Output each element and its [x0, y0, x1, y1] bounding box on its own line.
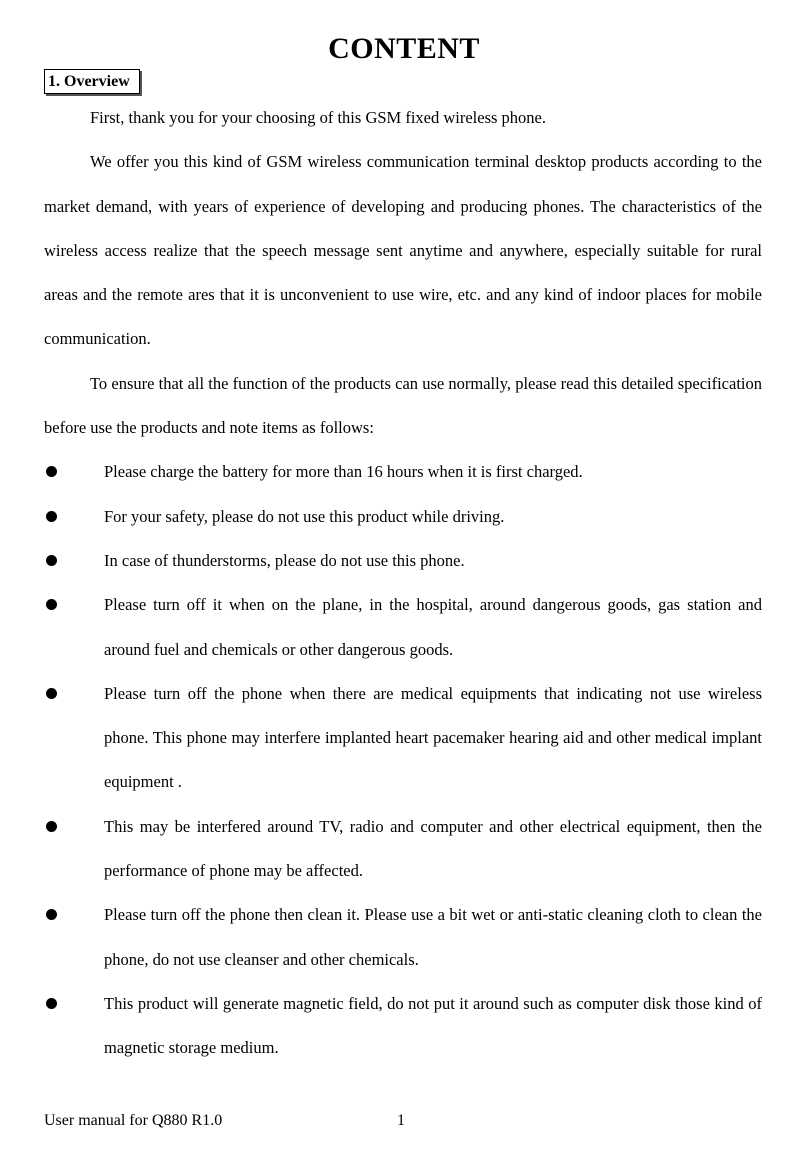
bullet-icon — [46, 511, 57, 522]
list-item-text: For your safety, please do not use this product while driving. — [104, 506, 505, 526]
bullet-icon — [46, 688, 57, 699]
list-item-text: In case of thunderstorms, please do not use this phone. — [104, 550, 465, 570]
paragraph-read-specification: To ensure that all the function of the products can use normally, please read this detailed specification before use the products and note items as follows: — [44, 373, 762, 438]
footer-page-number: 1 — [397, 1112, 405, 1129]
list-item-text: This may be interfered around TV, radio and computer and other electrical equipment, then the performance of phone may be affected. — [104, 816, 762, 881]
list-item — [44, 539, 762, 583]
bullet-icon — [46, 909, 57, 920]
list-item — [44, 982, 762, 1071]
bullet-icon — [46, 599, 57, 610]
paragraph-thanks: First, thank you for your choosing of this GSM fixed wireless phone. — [90, 108, 546, 127]
bullet-icon — [46, 998, 57, 1009]
list-item — [44, 805, 762, 894]
list-item-text: This product will generate magnetic field, do not put it around such as computer disk those kind of magnetic storage medium. — [104, 993, 762, 1058]
overview-body — [44, 96, 762, 1071]
bullet-icon — [46, 555, 57, 566]
list-item-text: Please turn off the phone then clean it. Please use a bit wet or anti-static cleaning cloth to clean the phone, do not use cleanser and other chemicals. — [104, 905, 762, 969]
list-item — [44, 672, 762, 805]
list-item — [44, 495, 762, 539]
bullet-icon — [46, 821, 57, 832]
list-item — [44, 893, 762, 982]
list-item-text: Please charge the battery for more than 16 hours when it is first charged. — [104, 462, 583, 482]
page-title: CONTENT — [328, 32, 480, 65]
bullet-icon — [46, 466, 57, 477]
section-heading-overview: 1. Overview — [44, 69, 140, 94]
list-item — [44, 583, 762, 672]
safety-notes-list — [44, 450, 762, 1070]
footer-manual-label: User manual for Q880 R1.0 — [44, 1112, 223, 1129]
list-item-text: Please turn off it when on the plane, in the hospital, around dangerous goods, gas station and around fuel and chemicals or other dangerous goods. — [104, 595, 762, 659]
paragraph-product-description: We offer you this kind of GSM wireless communication terminal desktop products according to the market demand, with years of experience of developing and producing phones. The characteristics of the wireless access realize that the speech message sent anytime and anywhere, especially suitable for rural areas and the remote ares that it is unconvenient to use wire, etc. and any kind of indoor places for mobile communication. — [44, 152, 762, 349]
list-item-text: Please turn off the phone when there are medical equipments that indicating not use wireless phone. This phone may interfere implanted heart pacemaker hearing aid and other medical implant equipment . — [104, 683, 762, 792]
list-item — [44, 450, 762, 494]
